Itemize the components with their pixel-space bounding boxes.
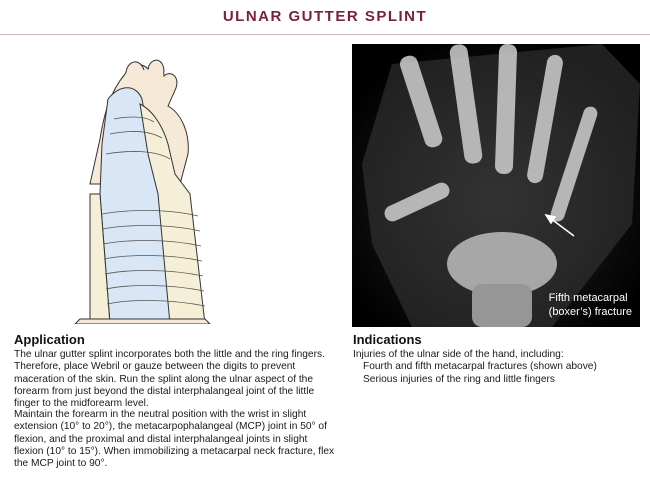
title-divider <box>0 34 650 35</box>
indications-intro: Injuries of the ulnar side of the hand, including: <box>353 349 564 360</box>
splint-illustration <box>30 44 320 324</box>
indications-list <box>353 349 643 386</box>
xray-caption-line-2: (boxer’s) fracture <box>548 306 632 318</box>
xray-image <box>352 44 640 327</box>
xray-caption <box>549 291 632 319</box>
page-title: ULNAR GUTTER SPLINT <box>222 8 428 25</box>
indications-item-fingers: Serious injuries of the ring and little fingers <box>363 373 555 385</box>
indications-heading: Indications <box>353 332 422 347</box>
hand-xray-figure <box>352 44 640 327</box>
indications-item-metacarpal: Fourth and fifth metacarpal fractures (shown above) <box>363 361 597 373</box>
xray-caption-line-1: Fifth metacarpal <box>548 292 628 304</box>
application-paragraph-1: The ulnar gutter splint incorporates both the little and the ring fingers. Therefore, place Webril or gauze between the digits to prevent maceration of the skin. Run the splint along the ulnar aspect of the forearm from just beyond the distal interphalangeal joint of the little finger to the midforearm level. <box>14 349 325 410</box>
application-heading: Application <box>14 332 85 347</box>
application-paragraph-2: Maintain the forearm in the neutral position with the wrist in slight extension (10° to 20°), the metacarpophalangeal (MCP) joint in 50° of flexion, and the proximal and distal interphalangeal joints in slight flexion (10° to 15°). When immobilizing a metacarpal neck fracture, flex the MCP joint to 90°. <box>14 409 335 470</box>
